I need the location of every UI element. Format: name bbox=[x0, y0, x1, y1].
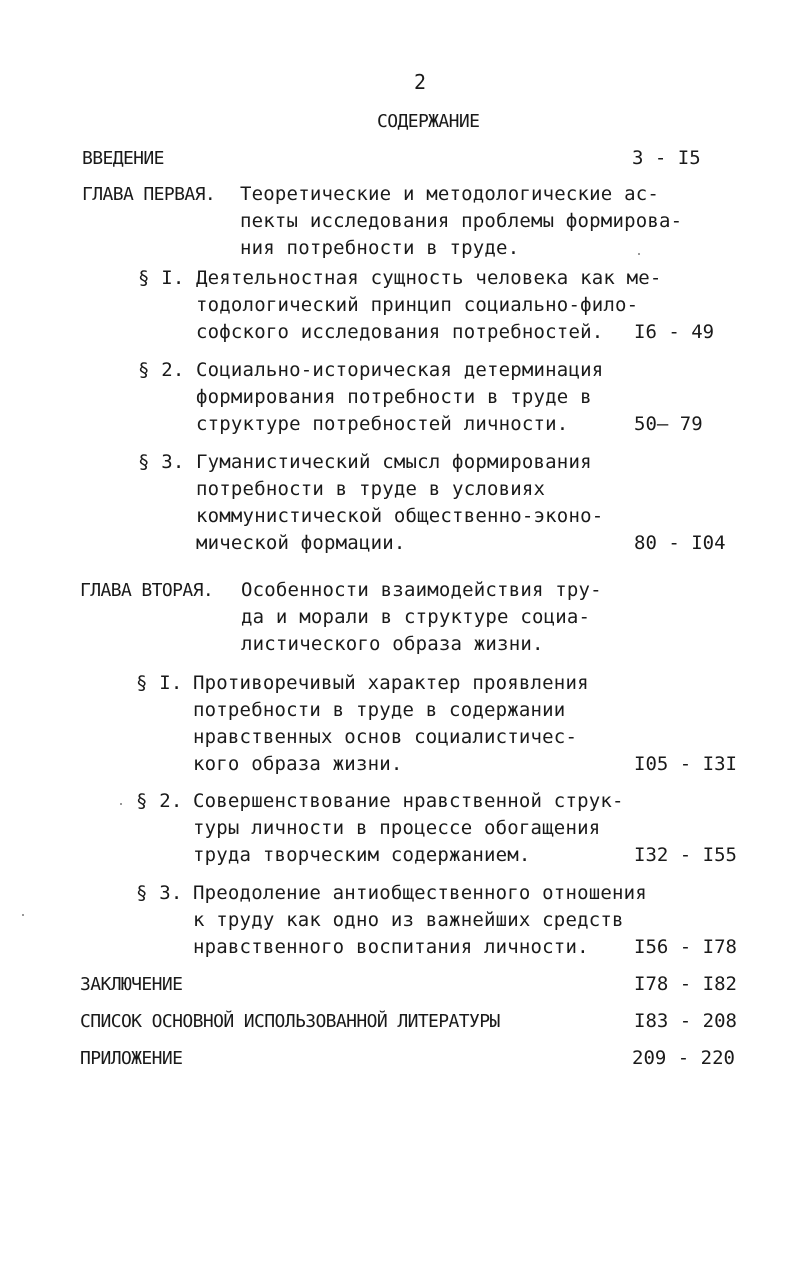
chapter2-title-line: Особенности взаимодействия тру- bbox=[241, 579, 602, 601]
section-line: мической формации. bbox=[196, 532, 406, 554]
section-line: софского исследования потребностей. bbox=[196, 321, 604, 343]
chapter2-title-line: да и морали в структуре социа- bbox=[241, 606, 591, 628]
section-line: Деятельностная сущность человека как ме- bbox=[196, 267, 662, 289]
section-line: нравственного воспитания личности. bbox=[193, 936, 589, 958]
section-line: труда творческим содержанием. bbox=[193, 844, 531, 866]
toc-conclusion-label: ЗАКЛЮЧЕНИЕ bbox=[80, 974, 183, 995]
section-line: кого образа жизни. bbox=[193, 753, 403, 775]
toc-bibliography-label: СПИСОК ОСНОВНОЙ ИСПОЛЬЗОВАННОЙ ЛИТЕРАТУРЫ bbox=[80, 1011, 500, 1032]
chapter1-title-line: Теоретические и методологические ас- bbox=[240, 183, 660, 205]
scan-speck bbox=[638, 253, 640, 255]
section-line: формирования потребности в труде в bbox=[196, 386, 592, 408]
chapter1-title-line: ния потребности в труде. bbox=[240, 237, 520, 259]
section-marker: § 3. bbox=[138, 451, 185, 473]
scan-speck bbox=[120, 803, 122, 805]
section-marker: § I. bbox=[138, 267, 185, 289]
section-line: Совершенствование нравственной струк- bbox=[193, 790, 624, 812]
section-pages: I32 - I55 bbox=[634, 844, 737, 866]
chapter2-heading: ГЛАВА ВТОРАЯ. bbox=[80, 580, 214, 601]
toc-appendix-pages: 209 - 220 bbox=[632, 1047, 735, 1069]
section-line: Преодоление антиобщественного отношения bbox=[193, 882, 647, 904]
section-line: туры личности в процессе обогащения bbox=[193, 817, 601, 839]
scan-speck bbox=[22, 914, 24, 916]
section-pages: I6 - 49 bbox=[634, 321, 715, 343]
section-line: тодологический принцип социально-фило- bbox=[196, 294, 639, 316]
section-line: потребности в труде в условиях bbox=[196, 478, 546, 500]
section-pages: 50— 79 bbox=[634, 413, 703, 435]
section-pages: I56 - I78 bbox=[634, 936, 737, 958]
toc-title: СОДЕРЖАНИЕ bbox=[377, 111, 480, 132]
chapter2-title-line: листического образа жизни. bbox=[241, 633, 544, 655]
chapter1-heading: ГЛАВА ПЕРВАЯ. bbox=[82, 184, 216, 205]
section-line: коммунистической общественно-эконо- bbox=[196, 505, 604, 527]
toc-appendix-label: ПРИЛОЖЕНИЕ bbox=[80, 1048, 183, 1069]
section-pages: 80 - I04 bbox=[634, 532, 726, 554]
section-marker: § 2. bbox=[138, 359, 185, 381]
section-line: структуре потребностей личности. bbox=[196, 413, 569, 435]
section-line: Социально-историческая детерминация bbox=[196, 359, 604, 381]
section-line: Гуманистический смысл формирования bbox=[196, 451, 592, 473]
section-marker: § 3. bbox=[136, 882, 183, 904]
section-pages: I05 - I3I bbox=[634, 753, 737, 775]
toc-conclusion-pages: I78 - I82 bbox=[634, 973, 737, 995]
chapter1-title-line: пекты исследования проблемы формирова- bbox=[240, 210, 683, 232]
section-marker: § I. bbox=[136, 672, 183, 694]
page-number: 2 bbox=[414, 70, 427, 94]
section-line: нравственных основ социалистичес- bbox=[193, 726, 578, 748]
toc-intro-label: ВВЕДЕНИЕ bbox=[82, 148, 164, 169]
toc-bibliography-pages: I83 - 208 bbox=[634, 1010, 737, 1032]
toc-intro-pages: 3 - I5 bbox=[632, 147, 701, 169]
section-line: потребности в труде в содержании bbox=[193, 699, 566, 721]
section-line: к труду как одно из важнейших средств bbox=[193, 909, 624, 931]
section-line: Противоречивый характер проявления bbox=[193, 672, 589, 694]
section-marker: § 2. bbox=[136, 790, 183, 812]
